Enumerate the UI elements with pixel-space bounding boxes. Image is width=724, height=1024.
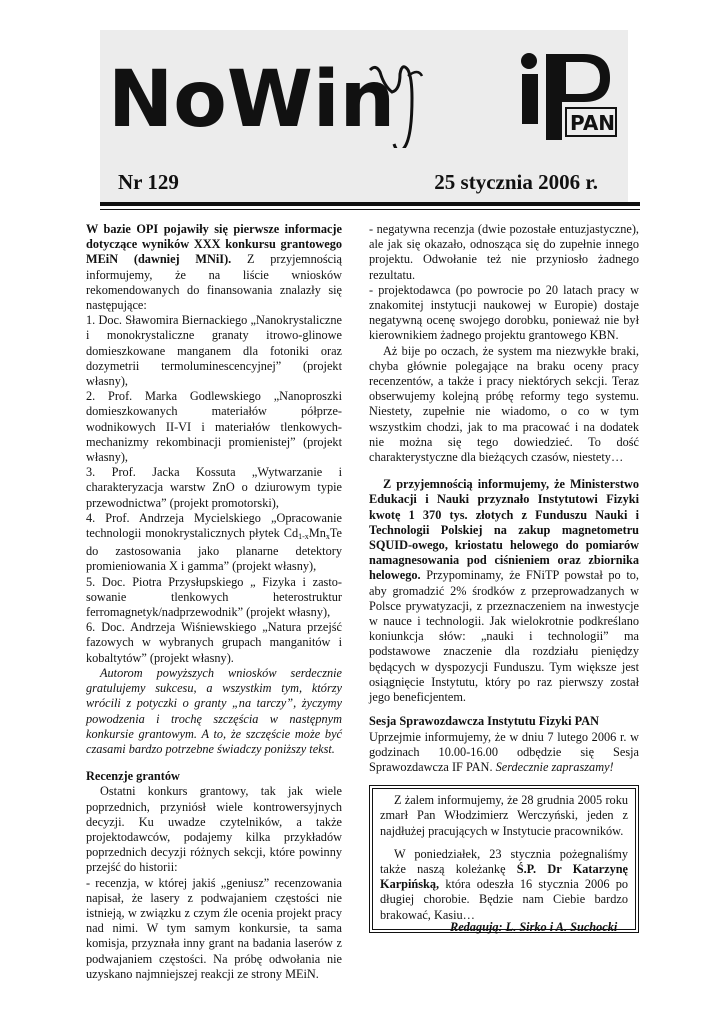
grant-item: 4. Prof. Andrzeja Mycielskiego „Opracowanie technologii monokrystalicznych płytek $Cd_{1-x}Mn_xTe$ do zastosowania jako planarne detektory promieniowania X i gamma” (projekt własny), bbox=[86, 510, 342, 574]
left-column bbox=[86, 222, 342, 982]
header-rule-thin bbox=[100, 209, 640, 210]
reviews-example: - recenzja, w której jakiś „geniusz” recenzowania napisał, że lasery z podwajaniem częstości nie istnieją, w związku z czym źle ocenia projekt pracy nad nimi. W tym samym konkursie, ta sama komisja, przyznała inny grant na badania laserów z podwajaniem częstości. Na próbę odwołania nie uzyskano najmniejszej reakcji ze strony MEiN. bbox=[86, 875, 342, 981]
reviews-example: - projektodawca (po powrocie po 20 latach pracy w znakomitej instytucji naukowej w Europie) dostaje negatywną ocenę swojego dorobku, ponieważ nie był kierownikiem żadnego projektu grantowego KBN. bbox=[369, 282, 639, 343]
if-pan-logo bbox=[518, 50, 623, 142]
svg-text:PAN: PAN bbox=[570, 111, 616, 135]
congratulations-text: Autorom powyższych wniosków serdecznie gratulujemy sukcesu, a wszystkim tym, którzy wrócili z potyczki o granty „na tarczy”, życzymy powodzenia i trochę szczęścia w następnym konkursie grantowym. A to, że szczęście może być czasami bardzo potrzebne świadczy poniższy tekst. bbox=[86, 665, 342, 756]
obituary-text: W poniedziałek, 23 stycznia pożegnaliśmy także naszą koleżankę Ś.P. Dr Katarzynę Karpińską, która odeszła 16 stycznia 2006 po długiej chorobie. Będzie nam Ciebie bardzo brakować, Kasiu… bbox=[380, 846, 629, 922]
obituary-text: Z żalem informujemy, że 28 grudnia 2005 roku zmarł Pan Włodzimierz Werczyński, jeden z najdłużej pracujących w Instytucie pracowników. bbox=[380, 793, 628, 838]
nowiny-logo bbox=[108, 48, 468, 148]
session-heading: Sesja Sprawozdawcza Instytutu Fizyki PAN bbox=[369, 714, 599, 729]
obituary-box bbox=[369, 785, 639, 933]
session-announcement: Uprzejmie informujemy, że w dniu 7 lutego 2006 r. w godzinach 10.00-16.00 odbędzie się Sesja Sprawozdawcza IF PAN. Serdecznie zapraszamy! bbox=[369, 729, 639, 774]
grant-item: 1. Doc. Sławomira Biernackiego „Nanokrystaliczne i monokrystaliczne granaty itrowo-glinowe domieszkowane manganem dla fotoniki oraz dozymetrii termoluminescencyjnej” (projekt własny), bbox=[86, 313, 342, 389]
editors-credit: Redagują: L. Sirko i A. Suchocki bbox=[450, 920, 618, 934]
fnitp-article: Z przyjemnością informujemy, że Ministerstwo Edukacji i Nauki przyznało Instytutowi Fizyki kwotę 1 370 tys. złotych z Funduszu Nauki i Technologii Polskiej na zakup magnetometru SQUID-owego, kriostatu helowego do pomiarów namagnesowania pod ciśnieniem oraz zbiornika helowego. Przypominamy, że FNiTP powstał po to, aby gromadzić 2% środków z przeprowadzanych w Polsce prywatyzacji, z przeznaczeniem na inwestycje w nauce i technologii. Jak wielokrotnie podkreślano koniunkcja słów: „nauki i technologii” ma podstawowe znaczenie dla rozdziału pieniędzy będących w dyspozycji Funduszu. Tym większe jest osiągnięcie Instytutu, który po raz pierwszy został jego beneficjentem. bbox=[369, 477, 639, 705]
reviews-commentary: Aż bije po oczach, że system ma niezwykłe braki, chyba głównie polegające na braku oceny pracy recenzentów, a także i pracy niektórych sekcji. Teraz obserwujemy kolejną próbę reformy tego systemu. Niestety, zupełnie nie wiadomo, o co w tym wszystkim chodzi, jak to ma pracować i na dodatek nie można się tego dowiedzieć. To dość charakterystyczne dla bieżących czasów, niestety… bbox=[369, 343, 639, 465]
grant-item: 6. Doc. Andrzeja Wiśniewskiego „Natura przejść fazowych w wybranych grupach manganitów i kobaltytów” (projekt własny). bbox=[86, 620, 342, 665]
reviews-example: - negatywna recenzja (dwie pozostałe entuzjastyczne), ale jak się okazało, odnosząca się do zupełnie innego projektu. Odwołanie też nie przyniosło żadnego rezultatu. bbox=[369, 222, 639, 282]
svg-text:NoWin: NoWin bbox=[108, 55, 396, 145]
masthead bbox=[100, 30, 628, 205]
issue-date: 25 stycznia 2006 r. bbox=[434, 170, 598, 194]
reviews-heading: Recenzje grantów bbox=[86, 769, 180, 784]
header-rule bbox=[100, 202, 640, 206]
issue-number: Nr 129 bbox=[118, 170, 179, 194]
grant-item: 3. Prof. Jacka Kossuta „Wytwarzanie i charakteryzacja warstw ZnO o dziurowym typie przewodnictwa” (projekt promotorski), bbox=[86, 465, 342, 510]
reviews-paragraph: Ostatni konkurs grantowy, tak jak wiele poprzednich, przyniósł wiele kontrowersyjnych decyzji. Ku uwadze czytelników, a także projektodawców, podajemy kilka przykładów poprzednich decyzji różnych sekcji, które powinny przejść do historii: bbox=[86, 784, 342, 875]
grant-item: 5. Doc. Piotra Przysłupskiego „ Fizyka i zasto-sowanie tlenkowych heterostruktur ferromagnetyk/nadprzewodnik” (projekt własny), bbox=[86, 574, 342, 620]
grant-item: 2. Prof. Marka Godlewskiego „Nanoproszki domieszkowanych materiałów półprze-wodnikowych II-VI i materiałów tlenkowych-mechanizmy rekombinacji promienistej” (projekt własny), bbox=[86, 389, 342, 465]
intro-paragraph: W bazie OPI pojawiły się pierwsze informacje dotyczące wyników XXX konkursu grantowego MEiN (dawniej MNiI). Z przyjemnością informujemy, że na liście wniosków rekomendowanych do finansowania znalazły się następujące: bbox=[86, 222, 342, 313]
right-column bbox=[369, 222, 639, 933]
